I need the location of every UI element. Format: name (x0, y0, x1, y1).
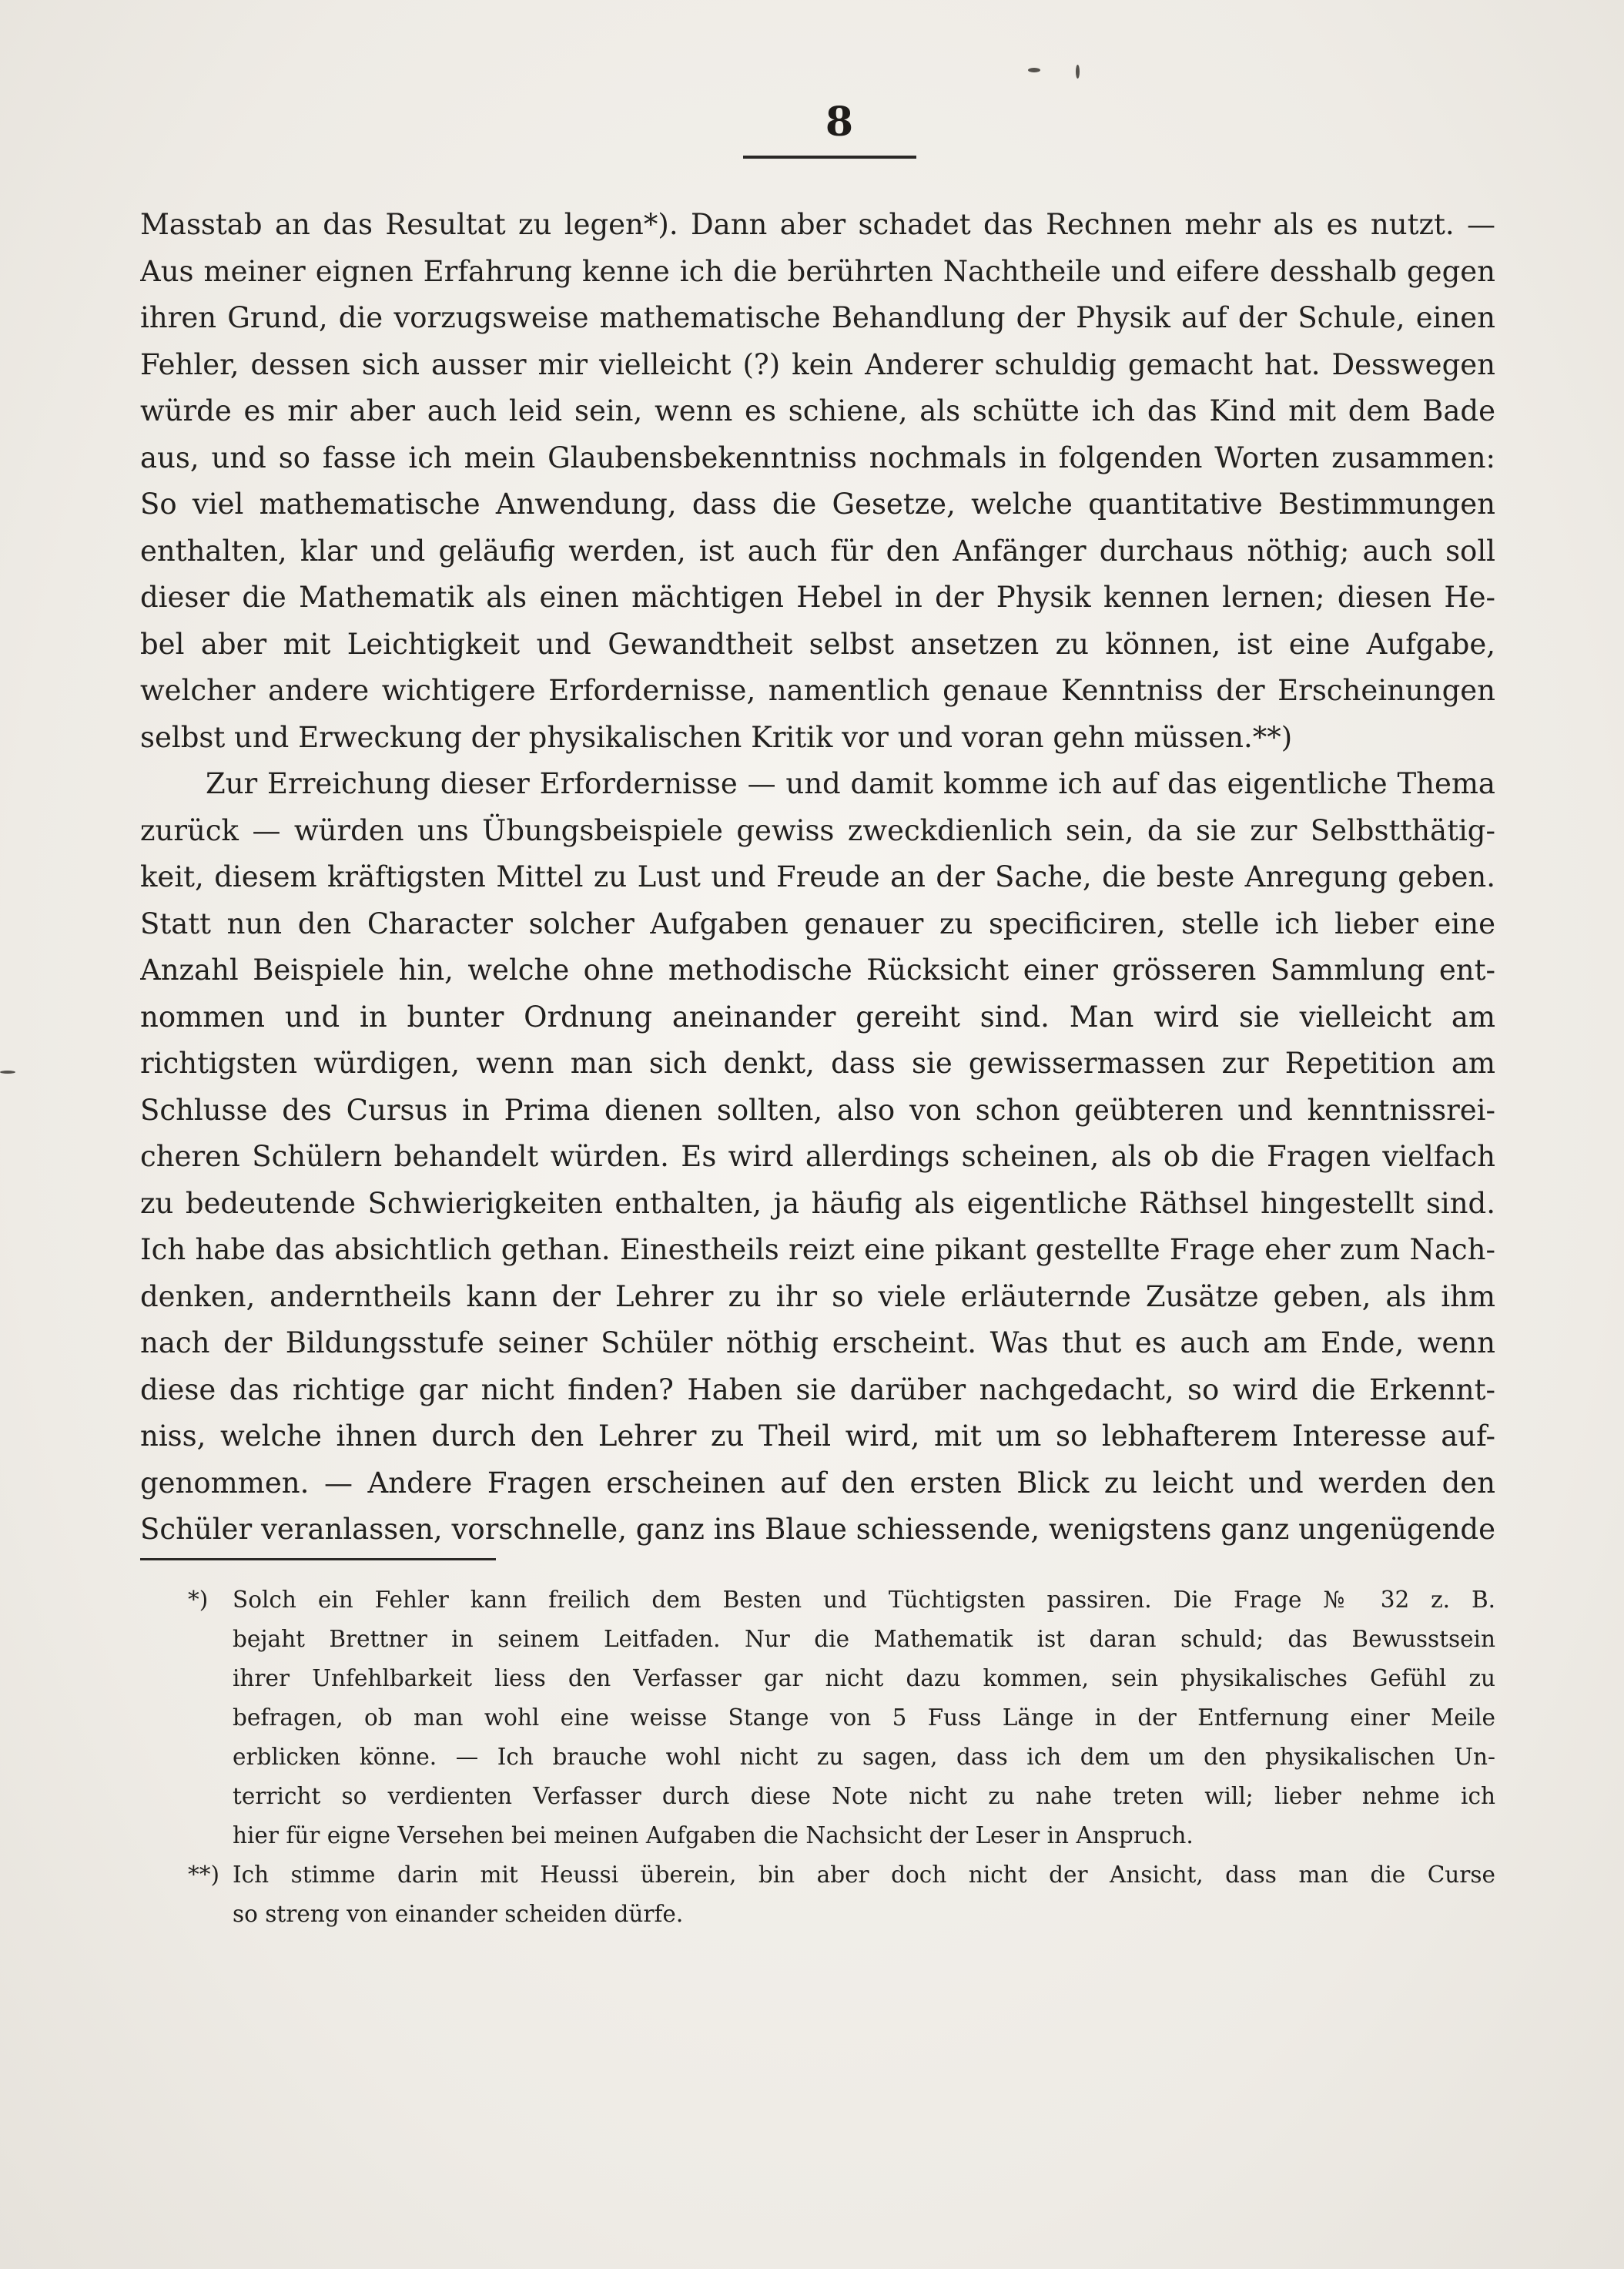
body-line: aus, und so fasse ich mein Glaubensbekenntniss nochmals in folgenden Worten zusammen: (140, 441, 1495, 474)
body-line: niss, welche ihnen durch den Lehrer zu Theil wird, mit um so lebhafterem Interesse auf- (140, 1419, 1495, 1453)
body-line: selbst und Erweckung der physikalischen Kritik vor und voran gehn müssen.**) (140, 720, 1293, 754)
body-line: Schüler veranlassen, vorschnelle, ganz ins Blaue schiessende, wenigstens ganz ungenügende (140, 1513, 1495, 1546)
body-line: Zur Erreichung dieser Erfordernisse — und damit komme ich auf das eigentliche Thema (206, 767, 1495, 800)
footnote-line: Ich stimme darin mit Heussi überein, bin aber doch nicht der Ansicht, dass man die Curse (233, 1862, 1495, 1888)
body-line: Ich habe das absichtlich gethan. Einestheils reizt eine pikant gestellte Frage eher zum Nach- (140, 1233, 1495, 1266)
footnote-line: hier für eigne Versehen bei meinen Aufgaben die Nachsicht der Leser in Anspruch. (233, 1822, 1194, 1848)
footnote-line: Solch ein Fehler kann freilich dem Besten und Tüchtigsten passiren. Die Frage № 32 z. B. (233, 1587, 1495, 1613)
body-line: Masstab an das Resultat zu legen*). Dann aber schadet das Rechnen mehr als es nutzt. — (140, 208, 1495, 241)
body-line: Fehler, dessen sich ausser mir vielleicht (?) kein Anderer schuldig gemacht hat. Desswegen (140, 347, 1495, 381)
body-line: bel aber mit Leichtigkeit und Gewandtheit selbst ansetzen zu können, ist eine Aufgabe, (140, 627, 1495, 661)
body-line: Anzahl Beispiele hin, welche ohne methodische Rücksicht einer grösseren Sammlung ent- (140, 954, 1495, 987)
body-line: keit, diesem kräftigsten Mittel zu Lust und Freude an der Sache, die beste Anregung geben. (140, 860, 1495, 893)
body-line: genommen. — Andere Fragen erscheinen auf den ersten Blick zu leicht und werden den (140, 1466, 1495, 1500)
page-number-rule (743, 156, 916, 159)
body-line: nach der Bildungsstufe seiner Schüler nöthig erscheint. Was thut es auch am Ende, wenn (140, 1326, 1495, 1359)
body-line: dieser die Mathematik als einen mächtigen Hebel in der Physik kennen lernen; diesen He- (140, 581, 1495, 614)
body-line: ihren Grund, die vorzugsweise mathematische Behandlung der Physik auf der Schule, einen (140, 301, 1495, 334)
body-line: denken, anderntheils kann der Lehrer zu ihr so viele erläuternde Zusätze geben, als ihm (140, 1279, 1495, 1313)
body-line: welcher andere wichtigere Erfordernisse, namentlich genaue Kenntniss der Erscheinungen (140, 674, 1495, 707)
body-text (140, 202, 1495, 1553)
footnote-marker: **) (188, 1862, 220, 1888)
footnote-line: erblicken könne. — Ich brauche wohl nicht zu sagen, dass ich dem um den physikalischen Un- (233, 1744, 1495, 1770)
body-line: cheren Schülern behandelt würden. Es wird allerdings scheinen, als ob die Fragen vielfach (140, 1140, 1495, 1173)
body-line: So viel mathematische Anwendung, dass die Gesetze, welche quantitative Bestimmungen (140, 488, 1495, 521)
footnote-line: bejaht Brettner in seinem Leitfaden. Nur die Mathematik ist daran schuld; das Bewusstsein (233, 1626, 1495, 1652)
body-line: zu bedeutende Schwierigkeiten enthalten, ja häufig als eigentliche Räthsel hingestellt sind. (140, 1186, 1495, 1220)
footnote (140, 1580, 1495, 1855)
footnote-line: terricht so verdienten Verfasser durch diese Note nicht zu nahe treten will; lieber nehme ich (233, 1783, 1495, 1809)
paper-speck (0, 1071, 15, 1074)
body-line: Statt nun den Character solcher Aufgaben genauer zu specificiren, stelle ich lieber eine (140, 907, 1495, 940)
footnote (140, 1855, 1495, 1934)
footnote-marker: *) (188, 1587, 209, 1613)
body-line: nommen und in bunter Ordnung aneinander gereiht sind. Man wird sie vielleicht am (140, 1000, 1495, 1034)
body-line: enthalten, klar und geläufig werden, ist auch für den Anfänger durchaus nöthig; auch soll (140, 534, 1495, 568)
body-line: zurück — würden uns Übungsbeispiele gewiss zweckdienlich sein, da sie zur Selbstthätig- (140, 813, 1495, 847)
footnotes (140, 1580, 1495, 1934)
paper-speck (1076, 65, 1080, 79)
body-line: diese das richtige gar nicht finden? Haben sie darüber nachgedacht, so wird die Erkennt- (140, 1372, 1495, 1406)
paper-speck (1028, 68, 1040, 72)
body-line: würde es mir aber auch leid sein, wenn es schiene, als schütte ich das Kind mit dem Bade (140, 394, 1495, 427)
page-number: 8 (825, 99, 854, 146)
footnote-line: ihrer Unfehlbarkeit liess den Verfasser gar nicht dazu kommen, sein physikalisches Gefühl zu (233, 1665, 1495, 1691)
footnote-line: befragen, ob man wohl eine weisse Stange von 5 Fuss Länge in der Entfernung einer Meile (233, 1704, 1495, 1731)
footnote-rule (140, 1558, 496, 1560)
footnote-line: so streng von einander scheiden dürfe. (233, 1901, 684, 1927)
body-line: Aus meiner eignen Erfahrung kenne ich die berührten Nachtheile und eifere desshalb gegen (140, 254, 1495, 288)
body-line: Schlusse des Cursus in Prima dienen sollten, also von schon geübteren und kenntnissrei- (140, 1093, 1495, 1127)
body-line: richtigsten würdigen, wenn man sich denkt, dass sie gewissermassen zur Repetition am (140, 1047, 1495, 1080)
